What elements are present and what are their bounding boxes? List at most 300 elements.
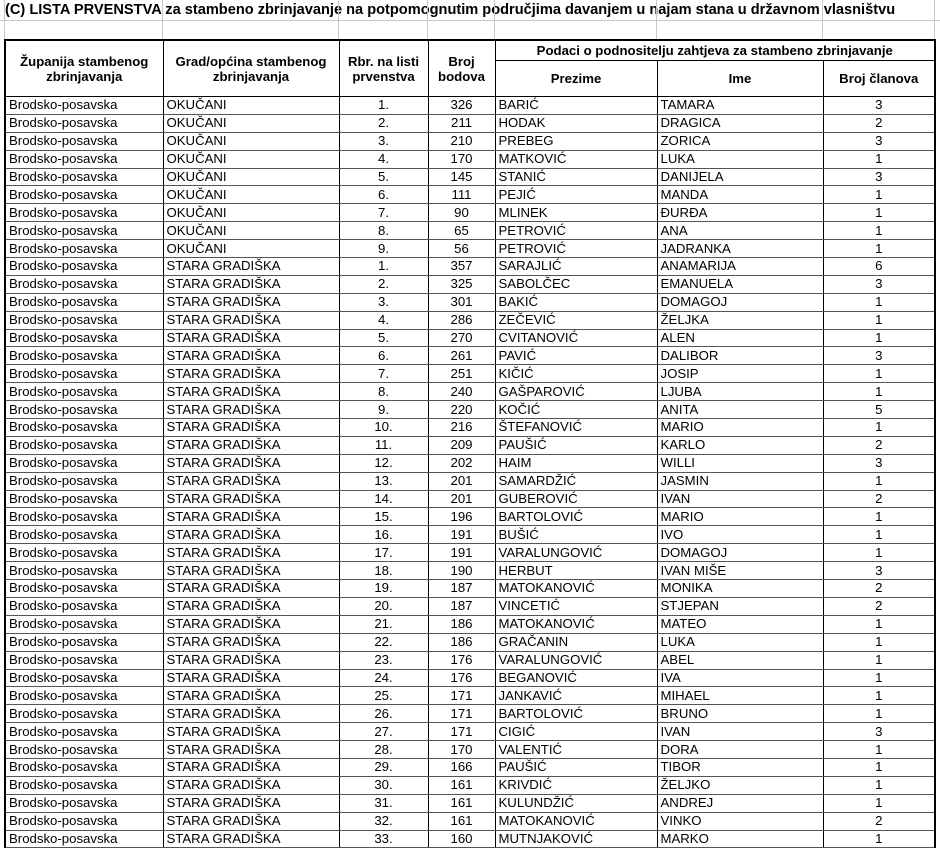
cell-ime[interactable]: IVAN xyxy=(657,490,823,508)
cell-clanovi[interactable]: 1 xyxy=(823,794,935,812)
cell-clanovi[interactable]: 1 xyxy=(823,329,935,347)
cell-grad[interactable]: STARA GRADIŠKA xyxy=(163,544,339,562)
cell-zupanija[interactable]: Brodsko-posavska xyxy=(5,687,163,705)
cell-grad[interactable]: STARA GRADIŠKA xyxy=(163,311,339,329)
cell-ime[interactable]: ĐURĐA xyxy=(657,204,823,222)
cell-prezime[interactable]: ŠTEFANOVIĆ xyxy=(495,419,657,437)
cell-prezime[interactable]: BEGANOVIĆ xyxy=(495,669,657,687)
cell-clanovi[interactable]: 1 xyxy=(823,830,935,848)
cell-zupanija[interactable]: Brodsko-posavska xyxy=(5,204,163,222)
cell-clanovi[interactable]: 3 xyxy=(823,97,935,115)
cell-ime[interactable]: MONIKA xyxy=(657,580,823,598)
cell-ime[interactable]: DALIBOR xyxy=(657,347,823,365)
cell-bodovi[interactable]: 170 xyxy=(428,150,495,168)
cell-zupanija[interactable]: Brodsko-posavska xyxy=(5,365,163,383)
cell-bodovi[interactable]: 56 xyxy=(428,240,495,258)
cell-prezime[interactable]: PAUŠIĆ xyxy=(495,436,657,454)
cell-rbr[interactable]: 17. xyxy=(339,544,428,562)
cell-bodovi[interactable]: 166 xyxy=(428,758,495,776)
cell-rbr[interactable]: 26. xyxy=(339,705,428,723)
cell-grad[interactable]: OKUČANI xyxy=(163,240,339,258)
cell-clanovi[interactable]: 2 xyxy=(823,436,935,454)
cell-zupanija[interactable]: Brodsko-posavska xyxy=(5,222,163,240)
cell-ime[interactable]: DORA xyxy=(657,741,823,759)
cell-bodovi[interactable]: 170 xyxy=(428,741,495,759)
cell-bodovi[interactable]: 201 xyxy=(428,472,495,490)
cell-prezime[interactable]: HERBUT xyxy=(495,562,657,580)
cell-prezime[interactable]: VARALUNGOVIĆ xyxy=(495,544,657,562)
cell-ime[interactable]: ŽELJKO xyxy=(657,776,823,794)
cell-bodovi[interactable]: 261 xyxy=(428,347,495,365)
cell-ime[interactable]: JOSIP xyxy=(657,365,823,383)
cell-rbr[interactable]: 3. xyxy=(339,132,428,150)
cell-rbr[interactable]: 8. xyxy=(339,383,428,401)
cell-zupanija[interactable]: Brodsko-posavska xyxy=(5,311,163,329)
cell-rbr[interactable]: 29. xyxy=(339,758,428,776)
cell-rbr[interactable]: 15. xyxy=(339,508,428,526)
cell-rbr[interactable]: 7. xyxy=(339,204,428,222)
cell-prezime[interactable]: VARALUNGOVIĆ xyxy=(495,651,657,669)
cell-clanovi[interactable]: 1 xyxy=(823,651,935,669)
cell-clanovi[interactable]: 2 xyxy=(823,490,935,508)
cell-prezime[interactable]: PETROVIĆ xyxy=(495,222,657,240)
cell-prezime[interactable]: ZEČEVIĆ xyxy=(495,311,657,329)
cell-rbr[interactable]: 9. xyxy=(339,240,428,258)
cell-bodovi[interactable]: 211 xyxy=(428,114,495,132)
cell-zupanija[interactable]: Brodsko-posavska xyxy=(5,741,163,759)
cell-rbr[interactable]: 12. xyxy=(339,454,428,472)
cell-grad[interactable]: STARA GRADIŠKA xyxy=(163,329,339,347)
cell-grad[interactable]: STARA GRADIŠKA xyxy=(163,794,339,812)
cell-rbr[interactable]: 32. xyxy=(339,812,428,830)
cell-ime[interactable]: IVA xyxy=(657,669,823,687)
cell-zupanija[interactable]: Brodsko-posavska xyxy=(5,562,163,580)
cell-bodovi[interactable]: 201 xyxy=(428,490,495,508)
cell-bodovi[interactable]: 145 xyxy=(428,168,495,186)
cell-ime[interactable]: LJUBA xyxy=(657,383,823,401)
cell-bodovi[interactable]: 325 xyxy=(428,275,495,293)
cell-bodovi[interactable]: 210 xyxy=(428,132,495,150)
cell-clanovi[interactable]: 1 xyxy=(823,615,935,633)
cell-bodovi[interactable]: 111 xyxy=(428,186,495,204)
cell-bodovi[interactable]: 171 xyxy=(428,705,495,723)
cell-bodovi[interactable]: 65 xyxy=(428,222,495,240)
cell-bodovi[interactable]: 187 xyxy=(428,597,495,615)
cell-zupanija[interactable]: Brodsko-posavska xyxy=(5,383,163,401)
cell-zupanija[interactable]: Brodsko-posavska xyxy=(5,830,163,848)
cell-bodovi[interactable]: 357 xyxy=(428,258,495,276)
cell-ime[interactable]: KARLO xyxy=(657,436,823,454)
cell-zupanija[interactable]: Brodsko-posavska xyxy=(5,705,163,723)
cell-prezime[interactable]: SABOLČEC xyxy=(495,275,657,293)
cell-grad[interactable]: STARA GRADIŠKA xyxy=(163,419,339,437)
cell-zupanija[interactable]: Brodsko-posavska xyxy=(5,472,163,490)
cell-zupanija[interactable]: Brodsko-posavska xyxy=(5,508,163,526)
cell-prezime[interactable]: MUTNJAKOVIĆ xyxy=(495,830,657,848)
cell-clanovi[interactable]: 2 xyxy=(823,580,935,598)
cell-clanovi[interactable]: 3 xyxy=(823,347,935,365)
cell-clanovi[interactable]: 1 xyxy=(823,544,935,562)
cell-ime[interactable]: TAMARA xyxy=(657,97,823,115)
cell-clanovi[interactable]: 1 xyxy=(823,633,935,651)
cell-ime[interactable]: JASMIN xyxy=(657,472,823,490)
cell-clanovi[interactable]: 1 xyxy=(823,240,935,258)
cell-ime[interactable]: ANITA xyxy=(657,401,823,419)
cell-grad[interactable]: STARA GRADIŠKA xyxy=(163,275,339,293)
cell-clanovi[interactable]: 3 xyxy=(823,454,935,472)
cell-rbr[interactable]: 30. xyxy=(339,776,428,794)
cell-grad[interactable]: STARA GRADIŠKA xyxy=(163,812,339,830)
cell-zupanija[interactable]: Brodsko-posavska xyxy=(5,258,163,276)
cell-ime[interactable]: DOMAGOJ xyxy=(657,293,823,311)
cell-prezime[interactable]: PREBEG xyxy=(495,132,657,150)
cell-clanovi[interactable]: 2 xyxy=(823,114,935,132)
cell-prezime[interactable]: JANKAVIĆ xyxy=(495,687,657,705)
cell-ime[interactable]: JADRANKA xyxy=(657,240,823,258)
cell-zupanija[interactable]: Brodsko-posavska xyxy=(5,812,163,830)
cell-rbr[interactable]: 6. xyxy=(339,347,428,365)
cell-clanovi[interactable]: 3 xyxy=(823,723,935,741)
cell-grad[interactable]: STARA GRADIŠKA xyxy=(163,776,339,794)
cell-clanovi[interactable]: 1 xyxy=(823,776,935,794)
cell-grad[interactable]: STARA GRADIŠKA xyxy=(163,830,339,848)
cell-ime[interactable]: STJEPAN xyxy=(657,597,823,615)
cell-grad[interactable]: STARA GRADIŠKA xyxy=(163,597,339,615)
cell-grad[interactable]: STARA GRADIŠKA xyxy=(163,723,339,741)
cell-bodovi[interactable]: 176 xyxy=(428,669,495,687)
header-grad[interactable]: Grad/općina stambenog zbrinjavanja xyxy=(163,40,339,97)
cell-clanovi[interactable]: 1 xyxy=(823,383,935,401)
cell-clanovi[interactable]: 1 xyxy=(823,419,935,437)
cell-ime[interactable]: BRUNO xyxy=(657,705,823,723)
cell-zupanija[interactable]: Brodsko-posavska xyxy=(5,132,163,150)
cell-ime[interactable]: IVAN MIŠE xyxy=(657,562,823,580)
cell-prezime[interactable]: VINCETIĆ xyxy=(495,597,657,615)
cell-grad[interactable]: STARA GRADIŠKA xyxy=(163,472,339,490)
cell-rbr[interactable]: 27. xyxy=(339,723,428,741)
cell-grad[interactable]: OKUČANI xyxy=(163,97,339,115)
cell-bodovi[interactable]: 171 xyxy=(428,687,495,705)
cell-prezime[interactable]: MATKOVIĆ xyxy=(495,150,657,168)
cell-clanovi[interactable]: 1 xyxy=(823,293,935,311)
cell-prezime[interactable]: HODAK xyxy=(495,114,657,132)
cell-prezime[interactable]: BUŠIĆ xyxy=(495,526,657,544)
cell-ime[interactable]: IVO xyxy=(657,526,823,544)
cell-rbr[interactable]: 4. xyxy=(339,311,428,329)
cell-zupanija[interactable]: Brodsko-posavska xyxy=(5,526,163,544)
cell-rbr[interactable]: 13. xyxy=(339,472,428,490)
cell-ime[interactable]: DOMAGOJ xyxy=(657,544,823,562)
cell-prezime[interactable]: GRAČANIN xyxy=(495,633,657,651)
cell-grad[interactable]: STARA GRADIŠKA xyxy=(163,508,339,526)
header-ime[interactable]: Ime xyxy=(657,61,823,97)
cell-clanovi[interactable]: 1 xyxy=(823,669,935,687)
cell-ime[interactable]: WILLI xyxy=(657,454,823,472)
cell-zupanija[interactable]: Brodsko-posavska xyxy=(5,150,163,168)
header-zupanija[interactable]: Županija stambenog zbrinjavanja xyxy=(5,40,163,97)
cell-bodovi[interactable]: 186 xyxy=(428,633,495,651)
cell-ime[interactable]: DANIJELA xyxy=(657,168,823,186)
cell-clanovi[interactable]: 1 xyxy=(823,741,935,759)
cell-bodovi[interactable]: 160 xyxy=(428,830,495,848)
cell-zupanija[interactable]: Brodsko-posavska xyxy=(5,454,163,472)
cell-bodovi[interactable]: 270 xyxy=(428,329,495,347)
cell-zupanija[interactable]: Brodsko-posavska xyxy=(5,436,163,454)
cell-grad[interactable]: STARA GRADIŠKA xyxy=(163,580,339,598)
cell-prezime[interactable]: BARIĆ xyxy=(495,97,657,115)
cell-ime[interactable]: IVAN xyxy=(657,723,823,741)
cell-bodovi[interactable]: 251 xyxy=(428,365,495,383)
cell-bodovi[interactable]: 90 xyxy=(428,204,495,222)
cell-bodovi[interactable]: 202 xyxy=(428,454,495,472)
cell-prezime[interactable]: STANIĆ xyxy=(495,168,657,186)
cell-grad[interactable]: STARA GRADIŠKA xyxy=(163,526,339,544)
cell-grad[interactable]: STARA GRADIŠKA xyxy=(163,705,339,723)
cell-prezime[interactable]: KULUNDŽIĆ xyxy=(495,794,657,812)
cell-clanovi[interactable]: 3 xyxy=(823,132,935,150)
cell-rbr[interactable]: 19. xyxy=(339,580,428,598)
cell-ime[interactable]: ALEN xyxy=(657,329,823,347)
cell-rbr[interactable]: 7. xyxy=(339,365,428,383)
cell-clanovi[interactable]: 1 xyxy=(823,311,935,329)
cell-rbr[interactable]: 5. xyxy=(339,329,428,347)
cell-rbr[interactable]: 33. xyxy=(339,830,428,848)
cell-grad[interactable]: STARA GRADIŠKA xyxy=(163,615,339,633)
cell-clanovi[interactable]: 1 xyxy=(823,526,935,544)
cell-clanovi[interactable]: 1 xyxy=(823,365,935,383)
cell-prezime[interactable]: SAMARDŽIĆ xyxy=(495,472,657,490)
cell-bodovi[interactable]: 171 xyxy=(428,723,495,741)
cell-zupanija[interactable]: Brodsko-posavska xyxy=(5,329,163,347)
cell-zupanija[interactable]: Brodsko-posavska xyxy=(5,240,163,258)
cell-prezime[interactable]: KRIVDIĆ xyxy=(495,776,657,794)
cell-grad[interactable]: OKUČANI xyxy=(163,168,339,186)
cell-prezime[interactable]: PEJIĆ xyxy=(495,186,657,204)
cell-ime[interactable]: LUKA xyxy=(657,150,823,168)
cell-clanovi[interactable]: 5 xyxy=(823,401,935,419)
cell-clanovi[interactable]: 1 xyxy=(823,687,935,705)
cell-prezime[interactable]: MLINEK xyxy=(495,204,657,222)
cell-rbr[interactable]: 2. xyxy=(339,275,428,293)
cell-zupanija[interactable]: Brodsko-posavska xyxy=(5,347,163,365)
cell-zupanija[interactable]: Brodsko-posavska xyxy=(5,114,163,132)
cell-zupanija[interactable]: Brodsko-posavska xyxy=(5,669,163,687)
cell-prezime[interactable]: KIČIĆ xyxy=(495,365,657,383)
cell-bodovi[interactable]: 190 xyxy=(428,562,495,580)
cell-ime[interactable]: TIBOR xyxy=(657,758,823,776)
cell-clanovi[interactable]: 3 xyxy=(823,168,935,186)
cell-clanovi[interactable]: 1 xyxy=(823,508,935,526)
cell-clanovi[interactable]: 1 xyxy=(823,222,935,240)
cell-zupanija[interactable]: Brodsko-posavska xyxy=(5,275,163,293)
cell-prezime[interactable]: MATOKANOVIĆ xyxy=(495,615,657,633)
header-rbr[interactable]: Rbr. na listi prvenstva xyxy=(339,40,428,97)
cell-prezime[interactable]: CVITANOVIĆ xyxy=(495,329,657,347)
cell-zupanija[interactable]: Brodsko-posavska xyxy=(5,633,163,651)
cell-clanovi[interactable]: 6 xyxy=(823,258,935,276)
cell-ime[interactable]: MARKO xyxy=(657,830,823,848)
cell-rbr[interactable]: 22. xyxy=(339,633,428,651)
cell-ime[interactable]: DRAGICA xyxy=(657,114,823,132)
cell-bodovi[interactable]: 191 xyxy=(428,544,495,562)
cell-bodovi[interactable]: 220 xyxy=(428,401,495,419)
cell-ime[interactable]: VINKO xyxy=(657,812,823,830)
cell-zupanija[interactable]: Brodsko-posavska xyxy=(5,580,163,598)
cell-clanovi[interactable]: 3 xyxy=(823,275,935,293)
cell-grad[interactable]: OKUČANI xyxy=(163,132,339,150)
cell-rbr[interactable]: 3. xyxy=(339,293,428,311)
cell-zupanija[interactable]: Brodsko-posavska xyxy=(5,723,163,741)
cell-rbr[interactable]: 31. xyxy=(339,794,428,812)
cell-prezime[interactable]: GAŠPAROVIĆ xyxy=(495,383,657,401)
cell-grad[interactable]: STARA GRADIŠKA xyxy=(163,669,339,687)
cell-zupanija[interactable]: Brodsko-posavska xyxy=(5,544,163,562)
cell-ime[interactable]: ABEL xyxy=(657,651,823,669)
header-prezime[interactable]: Prezime xyxy=(495,61,657,97)
cell-zupanija[interactable]: Brodsko-posavska xyxy=(5,615,163,633)
cell-bodovi[interactable]: 161 xyxy=(428,776,495,794)
cell-clanovi[interactable]: 3 xyxy=(823,562,935,580)
cell-grad[interactable]: STARA GRADIŠKA xyxy=(163,401,339,419)
cell-ime[interactable]: MANDA xyxy=(657,186,823,204)
cell-zupanija[interactable]: Brodsko-posavska xyxy=(5,651,163,669)
cell-grad[interactable]: STARA GRADIŠKA xyxy=(163,562,339,580)
cell-rbr[interactable]: 5. xyxy=(339,168,428,186)
cell-rbr[interactable]: 21. xyxy=(339,615,428,633)
cell-ime[interactable]: ANA xyxy=(657,222,823,240)
cell-clanovi[interactable]: 1 xyxy=(823,204,935,222)
cell-rbr[interactable]: 1. xyxy=(339,258,428,276)
cell-grad[interactable]: STARA GRADIŠKA xyxy=(163,347,339,365)
cell-prezime[interactable]: PAVIĆ xyxy=(495,347,657,365)
cell-ime[interactable]: ANAMARIJA xyxy=(657,258,823,276)
cell-bodovi[interactable]: 209 xyxy=(428,436,495,454)
cell-rbr[interactable]: 20. xyxy=(339,597,428,615)
cell-clanovi[interactable]: 1 xyxy=(823,705,935,723)
cell-prezime[interactable]: PETROVIĆ xyxy=(495,240,657,258)
cell-prezime[interactable]: BARTOLOVIĆ xyxy=(495,508,657,526)
cell-grad[interactable]: OKUČANI xyxy=(163,222,339,240)
cell-bodovi[interactable]: 216 xyxy=(428,419,495,437)
cell-rbr[interactable]: 9. xyxy=(339,401,428,419)
cell-rbr[interactable]: 8. xyxy=(339,222,428,240)
cell-rbr[interactable]: 10. xyxy=(339,419,428,437)
cell-grad[interactable]: STARA GRADIŠKA xyxy=(163,758,339,776)
cell-bodovi[interactable]: 161 xyxy=(428,794,495,812)
cell-ime[interactable]: LUKA xyxy=(657,633,823,651)
cell-prezime[interactable]: MATOKANOVIĆ xyxy=(495,812,657,830)
cell-clanovi[interactable]: 2 xyxy=(823,812,935,830)
cell-bodovi[interactable]: 240 xyxy=(428,383,495,401)
cell-grad[interactable]: OKUČANI xyxy=(163,114,339,132)
cell-rbr[interactable]: 24. xyxy=(339,669,428,687)
cell-grad[interactable]: STARA GRADIŠKA xyxy=(163,490,339,508)
cell-ime[interactable]: EMANUELA xyxy=(657,275,823,293)
cell-rbr[interactable]: 25. xyxy=(339,687,428,705)
cell-zupanija[interactable]: Brodsko-posavska xyxy=(5,776,163,794)
cell-grad[interactable]: STARA GRADIŠKA xyxy=(163,651,339,669)
cell-grad[interactable]: STARA GRADIŠKA xyxy=(163,633,339,651)
cell-prezime[interactable]: GUBEROVIĆ xyxy=(495,490,657,508)
cell-grad[interactable]: STARA GRADIŠKA xyxy=(163,741,339,759)
cell-clanovi[interactable]: 1 xyxy=(823,150,935,168)
cell-prezime[interactable]: SARAJLIĆ xyxy=(495,258,657,276)
cell-bodovi[interactable]: 191 xyxy=(428,526,495,544)
cell-ime[interactable]: ŽELJKA xyxy=(657,311,823,329)
cell-rbr[interactable]: 11. xyxy=(339,436,428,454)
cell-rbr[interactable]: 6. xyxy=(339,186,428,204)
cell-grad[interactable]: STARA GRADIŠKA xyxy=(163,454,339,472)
cell-bodovi[interactable]: 301 xyxy=(428,293,495,311)
cell-rbr[interactable]: 28. xyxy=(339,741,428,759)
cell-bodovi[interactable]: 176 xyxy=(428,651,495,669)
cell-rbr[interactable]: 14. xyxy=(339,490,428,508)
cell-zupanija[interactable]: Brodsko-posavska xyxy=(5,597,163,615)
cell-grad[interactable]: STARA GRADIŠKA xyxy=(163,436,339,454)
cell-zupanija[interactable]: Brodsko-posavska xyxy=(5,401,163,419)
cell-grad[interactable]: OKUČANI xyxy=(163,150,339,168)
cell-rbr[interactable]: 16. xyxy=(339,526,428,544)
cell-prezime[interactable]: BAKIĆ xyxy=(495,293,657,311)
cell-clanovi[interactable]: 1 xyxy=(823,758,935,776)
cell-zupanija[interactable]: Brodsko-posavska xyxy=(5,293,163,311)
cell-grad[interactable]: STARA GRADIŠKA xyxy=(163,293,339,311)
cell-zupanija[interactable]: Brodsko-posavska xyxy=(5,97,163,115)
cell-clanovi[interactable]: 1 xyxy=(823,186,935,204)
cell-ime[interactable]: ANDREJ xyxy=(657,794,823,812)
cell-prezime[interactable]: KOČIĆ xyxy=(495,401,657,419)
cell-prezime[interactable]: BARTOLOVIĆ xyxy=(495,705,657,723)
cell-bodovi[interactable]: 286 xyxy=(428,311,495,329)
cell-zupanija[interactable]: Brodsko-posavska xyxy=(5,168,163,186)
cell-bodovi[interactable]: 186 xyxy=(428,615,495,633)
cell-rbr[interactable]: 4. xyxy=(339,150,428,168)
cell-ime[interactable]: MARIO xyxy=(657,508,823,526)
cell-ime[interactable]: MIHAEL xyxy=(657,687,823,705)
cell-clanovi[interactable]: 2 xyxy=(823,597,935,615)
header-group-applicant[interactable]: Podaci o podnositelju zahtjeva za stambeno zbrinjavanje xyxy=(495,40,935,61)
cell-zupanija[interactable]: Brodsko-posavska xyxy=(5,419,163,437)
cell-grad[interactable]: STARA GRADIŠKA xyxy=(163,365,339,383)
cell-ime[interactable]: ZORICA xyxy=(657,132,823,150)
cell-prezime[interactable]: VALENTIĆ xyxy=(495,741,657,759)
cell-grad[interactable]: STARA GRADIŠKA xyxy=(163,258,339,276)
cell-prezime[interactable]: PAUŠIĆ xyxy=(495,758,657,776)
cell-ime[interactable]: MATEO xyxy=(657,615,823,633)
cell-zupanija[interactable]: Brodsko-posavska xyxy=(5,490,163,508)
header-clanovi[interactable]: Broj članova xyxy=(823,61,935,97)
cell-prezime[interactable]: CIGIĆ xyxy=(495,723,657,741)
cell-bodovi[interactable]: 326 xyxy=(428,97,495,115)
cell-clanovi[interactable]: 1 xyxy=(823,472,935,490)
cell-grad[interactable]: OKUČANI xyxy=(163,186,339,204)
cell-grad[interactable]: OKUČANI xyxy=(163,204,339,222)
cell-prezime[interactable]: HAIM xyxy=(495,454,657,472)
cell-bodovi[interactable]: 187 xyxy=(428,580,495,598)
cell-rbr[interactable]: 18. xyxy=(339,562,428,580)
cell-grad[interactable]: STARA GRADIŠKA xyxy=(163,383,339,401)
header-bodovi[interactable]: Broj bodova xyxy=(428,40,495,97)
cell-bodovi[interactable]: 196 xyxy=(428,508,495,526)
cell-zupanija[interactable]: Brodsko-posavska xyxy=(5,794,163,812)
cell-rbr[interactable]: 23. xyxy=(339,651,428,669)
cell-rbr[interactable]: 2. xyxy=(339,114,428,132)
cell-bodovi[interactable]: 161 xyxy=(428,812,495,830)
cell-zupanija[interactable]: Brodsko-posavska xyxy=(5,758,163,776)
cell-grad[interactable]: STARA GRADIŠKA xyxy=(163,687,339,705)
cell-ime[interactable]: MARIO xyxy=(657,419,823,437)
cell-prezime[interactable]: MATOKANOVIĆ xyxy=(495,580,657,598)
